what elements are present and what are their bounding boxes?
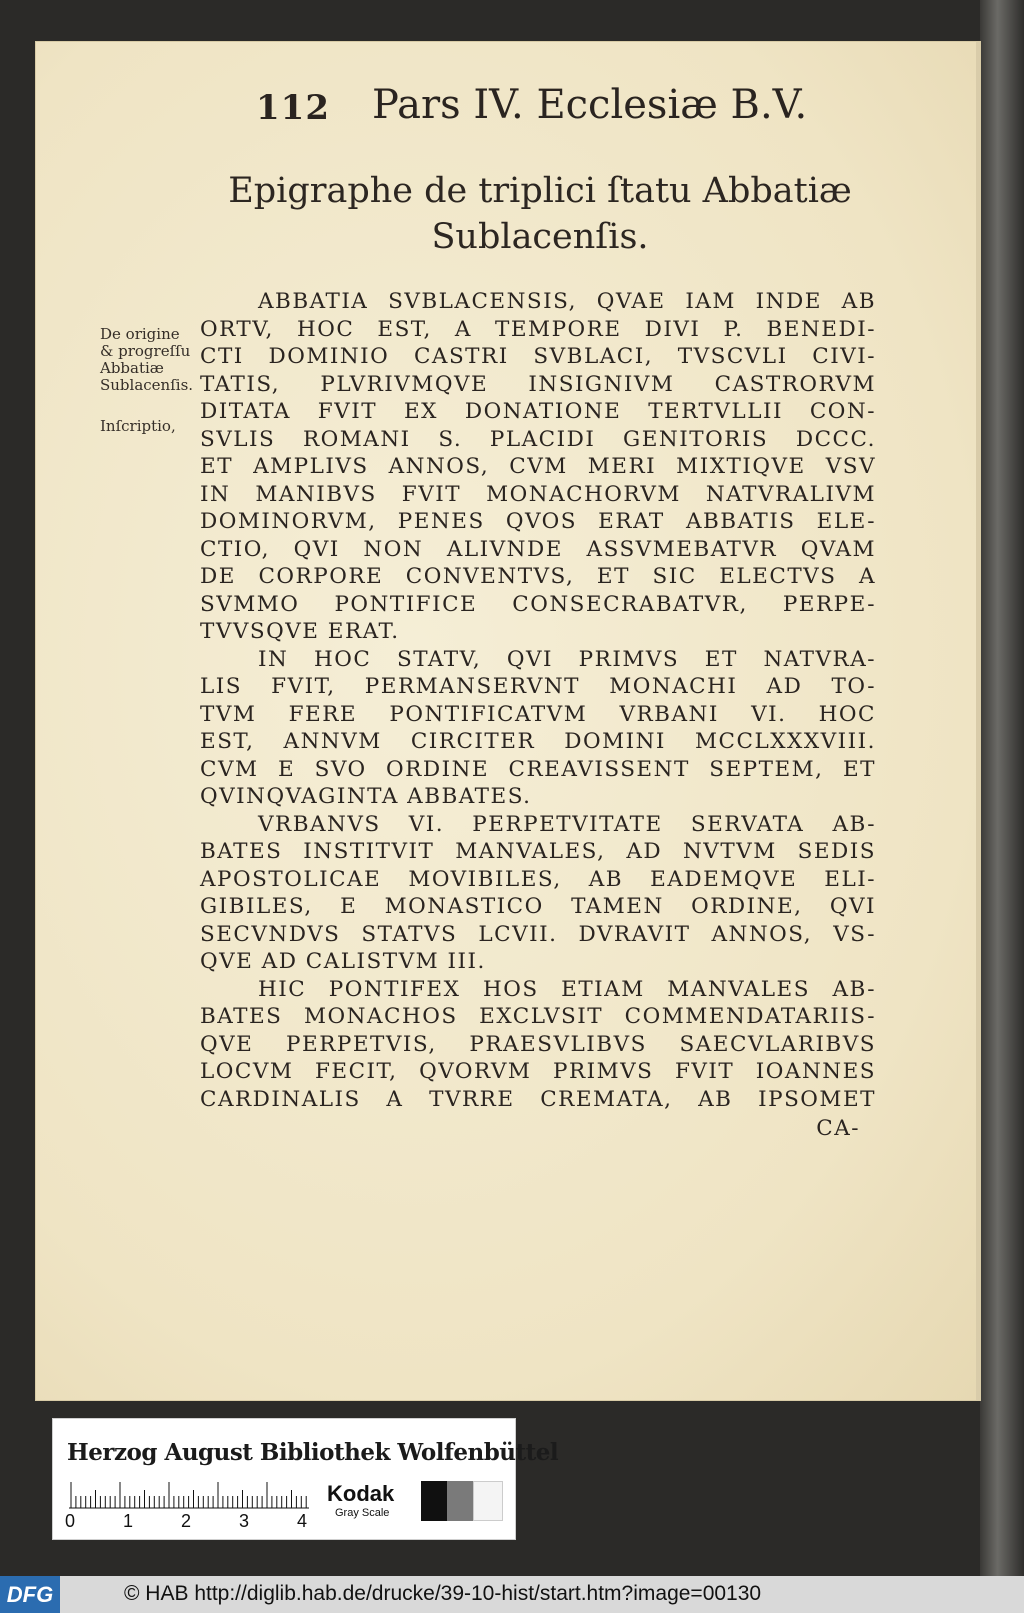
ruler-scale [69,1479,309,1509]
ruler-number: 0 [65,1511,76,1531]
catchword: CA- [816,1116,860,1141]
text-line: EST, ANNVM CIRCITER DOMINI MCCLXXXVIII. [200,729,876,754]
text-line: DOMINORVM, PENES QVOS ERAT ABBATIS ELE- [200,509,876,534]
text-line: GIBILES, E MONASTICO TAMEN ORDINE, QVI [200,894,876,919]
margin-note-inscription: Inſcriptio, [100,417,176,435]
margin-notes [100,326,210,435]
page-header [220,82,840,142]
text-line: QVE AD CALISTVM III. [200,949,486,974]
text-line: IN HOC STATV, QVI PRIMVS ET NATVRA- [258,646,876,672]
text-line: BATES INSTITVIT MANVALES, AD NVTVM SEDIS [200,839,876,864]
text-line: CARDINALIS A TVRRE CREMATA, AB IPSOMET [200,1086,876,1112]
text-line: LIS FVIT, PERMANSERVNT MONACHI AD TO- [200,674,876,699]
kodak-subtitle: Gray Scale [335,1507,390,1519]
gray-patch-mid [447,1481,473,1521]
text-line: ORTV, HOC EST, A TEMPORE DIVI P. BENEDI- [200,316,876,342]
margin-note-line: De origine [100,325,180,343]
page-gutter [976,42,980,1400]
text-line: BATES MONACHOS EXCLVSIT COMMENDATARIIS- [200,1004,876,1029]
text-line: QVINQVAGINTA ABBATES. [200,784,532,809]
text-line: CTIO, QVI NON ALIVNDE ASSVMEBATVR QVAM [200,536,876,562]
text-line: SECVNDVS STATVS LCVII. DVRAVIT ANNOS, VS- [200,921,876,947]
text-line: APOSTOLICAE MOVIBILES, AB EADEMQVE ELI- [200,866,876,892]
inscription-text [200,288,876,1143]
library-name: Herzog August Bibliothek Wolfenbüttel [67,1439,559,1466]
text-line: ABBATIA SVBLACENSIS, QVAE IAM INDE AB [258,289,876,314]
margin-note-origin [100,326,210,394]
margin-note-line: Sublacenſis. [100,376,194,394]
text-line: QVE PERPETVIS, PRAESVLIBVS SAECVLARIBVS [200,1031,876,1057]
text-line: CTI DOMINIO CASTRI SVBLACI, TVSCVLI CIVI- [200,344,876,369]
text-line: ET AMPLIVS ANNOS, CVM MERI MIXTIQVE VSV [200,454,876,479]
margin-note-line: & progreſſu [100,342,191,360]
section-title-line-1: Epigraphe de triplici ſtatu Abbatiæ [228,171,852,211]
viewer-footer [0,1576,1024,1613]
text-line: SVMMO PONTIFICE CONSECRABATVR, PERPE- [200,591,876,617]
text-line: TVM FERE PONTIFICATVM VRBANI VI. HOC [200,701,876,727]
ruler-number: 1 [123,1511,134,1531]
gray-patch-dark [421,1481,447,1521]
page-number: 112 [256,88,330,128]
ruler-number: 3 [239,1511,250,1531]
section-title [210,168,870,260]
margin-note-line: Abbatiæ [100,359,164,377]
running-title: Pars IV. Ecclesiæ B.V. [372,82,808,128]
ruler-number: 2 [181,1511,192,1531]
dfg-logo: DFG [0,1576,60,1613]
text-line: TATIS, PLVRIVMQVE INSIGNIVM CASTRORVM [200,371,876,397]
ruler-number: 4 [297,1511,308,1531]
text-line: DE CORPORE CONVENTVS, ET SIC ELECTVS A [200,564,876,589]
gray-patch-light [473,1481,503,1521]
text-line: CVM E SVO ORDINE CREAVISSENT SEPTEM, ET [200,756,876,782]
text-line: HIC PONTIFEX HOS ETIAM MANVALES AB- [258,976,876,1002]
color-reference-card [52,1418,559,1540]
text-line: TVVSQVE ERAT. [200,619,400,644]
text-line: LOCVM FECIT, QVORVM PRIMVS FVIT IOANNES [200,1059,876,1084]
adjacent-page-edge [980,0,1024,1613]
text-line: VRBANVS VI. PERPETVITATE SERVATA AB- [258,811,876,837]
text-line: DITATA FVIT EX DONATIONE TERTVLLII CON- [200,399,876,424]
text-line: IN MANIBVS FVIT MONACHORVM NATVRALIVM [200,481,876,507]
text-line: SVLIS ROMANI S. PLACIDI GENITORIS DCCC. [200,426,876,452]
copyright-url[interactable]: © HAB http://diglib.hab.de/drucke/39-10-hist/start.htm?image=00130 [124,1582,762,1605]
section-title-line-2: Sublacenſis. [431,217,649,257]
kodak-logo: Kodak [327,1481,395,1506]
